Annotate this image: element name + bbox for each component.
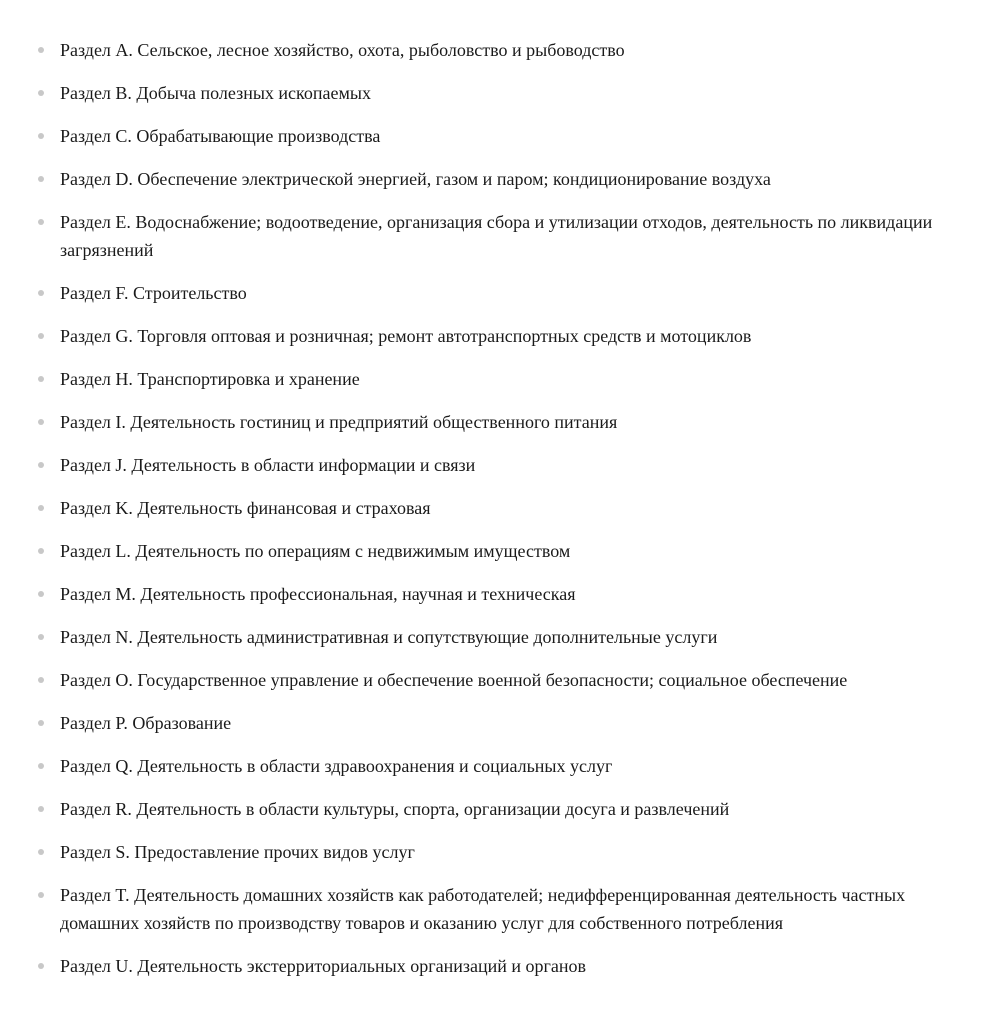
section-label: Раздел G. Торговля оптовая и розничная; ремонт автотранспортных средств и мотоциклов [60,326,752,346]
list-item-section-k [0,494,988,522]
list-item-section-l [0,537,988,565]
section-label: Раздел A. Сельское, лесное хозяйство, охота, рыболовство и рыбоводство [60,40,625,60]
list-item-section-n [0,623,988,651]
section-label: Раздел J. Деятельность в области информации и связи [60,455,476,475]
section-label: Раздел S. Предоставление прочих видов услуг [60,842,415,862]
bullet-dot-icon [38,963,44,969]
section-label: Раздел M. Деятельность профессиональная, научная и техническая [60,584,576,604]
section-label: Раздел D. Обеспечение электрической энергией, газом и паром; кондиционирование воздуха [60,169,771,189]
bullet-dot-icon [38,892,44,898]
list-item-section-r [0,795,988,823]
bullet-dot-icon [38,462,44,468]
bullet-dot-icon [38,505,44,511]
bullet-dot-icon [38,591,44,597]
section-label: Раздел P. Образование [60,713,232,733]
list-item-section-c [0,122,988,150]
bullet-dot-icon [38,720,44,726]
section-label: Раздел Q. Деятельность в области здравоохранения и социальных услуг [60,756,613,776]
list-item-section-j [0,451,988,479]
list-item-section-m [0,580,988,608]
list-item-section-i [0,408,988,436]
bullet-dot-icon [38,677,44,683]
list-item-section-f [0,279,988,307]
list-item-section-b [0,79,988,107]
list-item-section-q [0,752,988,780]
bullet-dot-icon [38,333,44,339]
section-label: Раздел C. Обрабатывающие производства [60,126,381,146]
list-item-section-h [0,365,988,393]
bullet-dot-icon [38,548,44,554]
section-label: Раздел K. Деятельность финансовая и страховая [60,498,431,518]
list-item-section-u [0,952,988,980]
section-label: Раздел I. Деятельность гостиниц и предприятий общественного питания [60,412,618,432]
bullet-dot-icon [38,419,44,425]
section-label: Раздел H. Транспортировка и хранение [60,369,360,389]
section-label: Раздел E. Водоснабжение; водоотведение, организация сбора и утилизации отходов, деятельность по ликвидации загрязнений [60,212,933,260]
list-item-section-s [0,838,988,866]
list-item-section-t [0,881,988,937]
section-label: Раздел T. Деятельность домашних хозяйств как работодателей; недифференцированная деятельность частных домашних хозяйств по производству товаров и оказанию услуг для собственного потребления [60,885,906,933]
section-label: Раздел B. Добыча полезных ископаемых [60,83,371,103]
list-item-section-e [0,208,988,264]
bullet-dot-icon [38,376,44,382]
list-item-section-a [0,36,988,64]
bullet-dot-icon [38,219,44,225]
bullet-dot-icon [38,763,44,769]
bullet-dot-icon [38,634,44,640]
section-label: Раздел L. Деятельность по операциям с недвижимым имуществом [60,541,571,561]
bullet-dot-icon [38,806,44,812]
section-label: Раздел R. Деятельность в области культуры, спорта, организации досуга и развлечений [60,799,730,819]
bullet-dot-icon [38,849,44,855]
section-label: Раздел F. Строительство [60,283,247,303]
bullet-dot-icon [38,47,44,53]
bullet-dot-icon [38,90,44,96]
section-label: Раздел N. Деятельность административная и сопутствующие дополнительные услуги [60,627,718,647]
bullet-dot-icon [38,290,44,296]
bullet-dot-icon [38,133,44,139]
bullet-dot-icon [38,176,44,182]
section-label: Раздел U. Деятельность экстерриториальных организаций и органов [60,956,586,976]
list-item-section-o [0,666,988,694]
list-item-section-p [0,709,988,737]
list-item-section-g [0,322,988,350]
list-item-section-d [0,165,988,193]
section-label: Раздел O. Государственное управление и обеспечение военной безопасности; социальное обеспечение [60,670,848,690]
